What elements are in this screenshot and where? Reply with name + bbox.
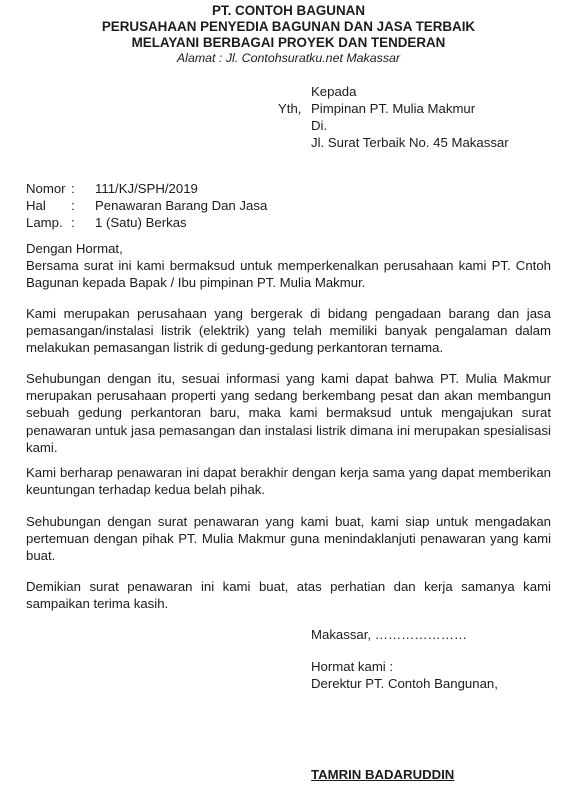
letterhead <box>0 3 577 66</box>
company-address: Alamat : Jl. Contohsuratku.net Makassar <box>176 51 401 65</box>
company-name: PT. CONTOH BAGUNAN <box>211 3 365 18</box>
meta-label: Hal <box>26 198 46 213</box>
meta-value: Penawaran Barang Dan Jasa <box>95 198 268 213</box>
recipient-di: Di. <box>311 118 328 133</box>
recipient-block <box>278 83 509 151</box>
meta-row-nomor: Nomor : 111/KJ/SPH/2019 <box>26 181 198 196</box>
meta-label: Lamp. <box>26 215 63 230</box>
signature-name: TAMRIN BADARUDDIN <box>311 767 455 782</box>
paragraph-company: Kami merupakan perusahaan yang bergerak di bidang pengadaan barang dan jasa pemasangan/instalasi listrik (elektrik) yang telah memiliki banyak pengalaman dalam melakukan pemasangan listrik di gedung-gedung perkantoran ternama. <box>26 306 551 356</box>
greeting: Dengan Hormat, <box>26 241 123 256</box>
recipient-address: Jl. Surat Terbaik No. 45 Makassar <box>311 135 509 150</box>
recipient-yth: Yth, <box>278 101 302 116</box>
company-tagline-1: PERUSAHAAN PENYEDIA BAGUNAN DAN JASA TERBAIK <box>101 19 476 34</box>
meta-value: 1 (Satu) Berkas <box>95 215 187 230</box>
paragraph-offer: Sehubungan dengan itu, sesuai informasi yang kami dapat bahwa PT. Mulia Makmur merupakan perusahaan properti yang sedang berkembang pesat dan akan membangun sebuah gedung perkantoran baru, maka kami bermaksud untuk mengajukan surat penawaran untuk jasa pemasangan dan instalasi listrik dimana ini merupakan spesialisasi kami. <box>26 371 551 455</box>
paragraph-closing: Demikian surat penawaran ini kami buat, atas perhatian dan kerja samanya kami sampaikan terima kasih. <box>26 579 551 612</box>
meta-value: 111/KJ/SPH/2019 <box>95 181 198 196</box>
place-date: Makassar, ………………… <box>311 627 468 642</box>
meta-label: Nomor <box>26 181 66 196</box>
signature-hormat: Hormat kami : <box>311 659 394 674</box>
company-tagline-2: MELAYANI BERBAGAI PROYEK DAN TENDERAN <box>131 35 446 50</box>
recipient-kepada: Kepada <box>311 84 357 99</box>
meta-row-lamp: Lamp. : 1 (Satu) Berkas <box>26 215 187 230</box>
signature-title: Derektur PT. Contoh Bangunan, <box>311 676 498 691</box>
paragraph-meeting: Sehubungan dengan surat penawaran yang kami buat, kami siap untuk mengadakan pertemuan dengan pihak PT. Mulia Makmur guna menindaklanjuti penawaran yang kami buat. <box>26 514 551 564</box>
recipient-name: Pimpinan PT. Mulia Makmur <box>311 101 476 116</box>
paragraph-intro: Bersama surat ini kami bermaksud untuk memperkenalkan perusahaan kami PT. Cntoh Bagunan kepada Bapak / Ibu pimpinan PT. Mulia Makmur. <box>26 258 551 291</box>
meta-row-hal: Hal : Penawaran Barang Dan Jasa <box>26 198 268 213</box>
paragraph-hope: Kami berharap penawaran ini dapat berakhir dengan kerja sama yang dapat memberikan keuntungan terhadap kedua belah pihak. <box>26 465 551 498</box>
letter-meta <box>26 180 267 231</box>
